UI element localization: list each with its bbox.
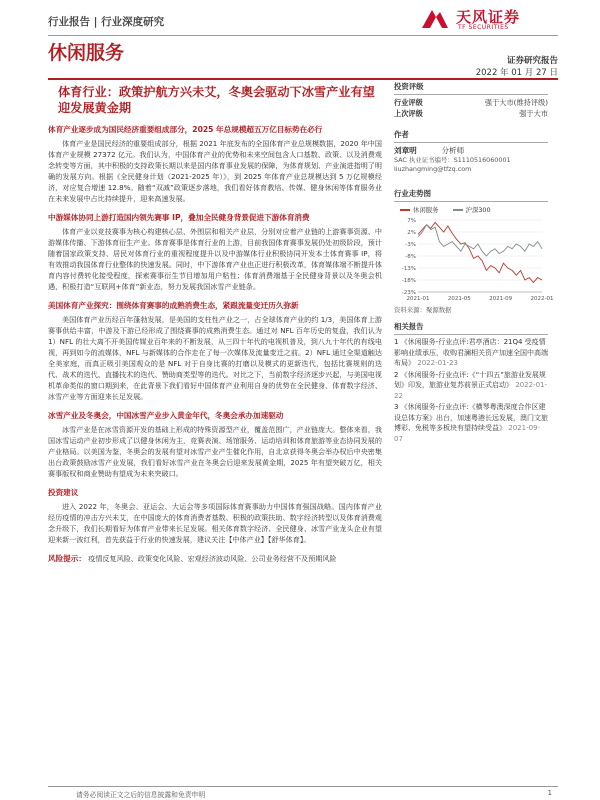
section-heading: 体育产业逐步成为国民经济重要组成部分，2025 年总规模超五万亿目标势在必行 <box>48 125 323 134</box>
analyst-email[interactable]: liuzhangming@tfzq.com <box>394 165 472 173</box>
report-title: 体育行业：政策护航方兴未艾，冬奥会驱动下冰雪产业有望迎发展黄金期 <box>58 85 375 115</box>
section-paragraph: 体育产业是国民经济的重要组成部分，根据 2021 年底发布的全国体育产业总规模数据，2020 年中国体育产业规模 27372 亿元。我们认为，中国体育产业的优势和未来空间包含人口基数、政策、以及消费观念转变等方面，其中积极的支持政策长期以来是国内体育事业发展的保障，为体育规划、产业演进指明了明确的发展方向。根据《全民健身计划（2021-2025 年）》，到 2025 年体育产业总规模达到 5 万亿规模经济，对应复合增速 12.8%。随着“双减”政策逐步落地，我们看好体育教培、传媒、健身休闲等体育服务业在未来发展中占比持续提升，迎来高速发展。 <box>48 139 382 203</box>
y-tick-label: -18% <box>401 278 416 284</box>
section-ice-snow <box>48 410 382 479</box>
section-invest <box>48 487 382 545</box>
author-heading: 作者 <box>394 130 409 139</box>
section-us <box>48 300 382 402</box>
chart-legend <box>400 205 548 214</box>
y-tick-label: -8% <box>405 254 416 260</box>
x-tick-label: 2021-09 <box>489 296 513 302</box>
industry-trend-chart <box>394 214 554 306</box>
sidebar-divider <box>394 94 548 95</box>
section-risk <box>48 553 382 564</box>
related-report-title[interactable]: 2 《休闲服务-行业点评:《“十四五”旅游业发展规划》印发，旅游业复苏前景正式启动》 <box>394 370 546 389</box>
section-heading: 冰雪产业及冬奥会，中国冰雪产业步入黄金年代，冬奥会承办加速驱动 <box>48 411 284 420</box>
section-paragraph: 冰雪产业是在冰雪资源开发的基础上形成的特殊资源型产业，覆盖范围广，产业链庞大。整体来看，我国冰雪运动产业初步形成了以健身休闲为主，竞赛表演、场馆服务、运动培训和体育旅游等业态协同发展的产业格局。以美国为鉴，冬奥会的发展有望对冰雪产业产生催化作用，自北京获得冬奥会举办权后中央密集出台政策鼓励冰雪产业发展，我们看好冰雪产业在冬奥会后迎来发展黄金期，2025 年有望突破万亿，相关赛事版权和商业赞助有望成为未来突破口。 <box>48 425 382 478</box>
sector-name: 休闲服务 <box>48 42 125 64</box>
tf-securities-logo <box>418 4 558 36</box>
y-tick-label: -23% <box>401 290 416 296</box>
prev-rating-row <box>394 108 548 119</box>
section-heading: 中游媒体协同上游打造国内领先赛事 IP，叠加全民健身背景促进下游体育消费 <box>48 213 310 222</box>
sidebar <box>394 78 554 444</box>
report-type: 证券研究报告 <box>506 56 558 66</box>
section-paragraph: 美国体育产业历经百年蓬勃发展，是美国的支柱性产业之一，占全球体育产业的约 1/3，美国体育上游赛事供给丰富，中游及下游已经形成了围绕赛事的成熟消费生态。通过对 NFL 百年历史的复盘，我们认为 1）NFL 的壮大离不开美国传媒业百年来的不断发展，从三四十年代的电视机普及，到八九十年代的有线电视，再到如今的流媒体，NFL 与新媒体的合作走在了每一次媒体及流量变迁之前。2）NFL 通过全渠道触达全美家庭，而真正吸引美国观众的是 NFL 对于自身比赛的打磨以及模式的更新迭代，包括比赛规则的迭代、战术的迭代、直播技术的迭代、赞助商类型等的迭代。对比之下，当前数字经济逐步兴起，与美国电视机革命类似的窗口期到来，在此背景下我们看好中国体育产业利用自身的优势在全民健身、体育数字经济、冰雪产业等方面迎来长足发展。 <box>48 315 382 401</box>
trend-chart-svg <box>394 214 554 306</box>
sidebar-divider <box>394 142 548 143</box>
risk-heading: 风险提示： <box>48 554 86 563</box>
report-category-tag: 行业报告 | 行业深度研究 <box>48 16 165 28</box>
analyst-role: 分析师 <box>441 146 465 155</box>
related-report-date: 2022-01-22 <box>394 381 548 400</box>
related-report-title[interactable]: 1 《休闲服务-行业点评:君亭酒店：21Q4 受疫情影响业绩承压，收购君澜相关资产加速全国中高端布局》 <box>394 338 548 367</box>
rating-heading: 投资评级 <box>394 82 424 91</box>
legend-swatch <box>453 209 463 211</box>
legend-swatch <box>400 209 410 211</box>
analyst-name: 刘章明 <box>394 146 417 155</box>
tf-logo-icon <box>418 4 452 34</box>
section-heading: 投资建议 <box>48 488 79 497</box>
disclaimer-note: 请务必阅读正文之后的信息披露和免责申明 <box>76 791 206 799</box>
related-report-item[interactable] <box>394 370 548 402</box>
related-report-date: 2022-01-23 <box>417 359 458 367</box>
prev-rating-value: 强于大市 <box>519 109 548 118</box>
legend-label: 休闲服务 <box>413 206 439 214</box>
y-tick-label: 7% <box>407 218 416 224</box>
logo-text-cn: 天风证券 <box>456 8 521 26</box>
series-line-1 <box>418 225 542 256</box>
chart-heading: 行业走势图 <box>394 189 431 198</box>
related-report-item[interactable] <box>394 402 548 444</box>
footer-divider <box>48 786 558 787</box>
x-tick-label: 2022-01 <box>530 296 554 302</box>
related-heading: 相关报告 <box>394 322 424 331</box>
section-paragraph: 进入 2022 年，冬奥会、亚运会、大运会等多项国际体育赛事助力中国体育强国战略。国内体育产业经历疫情的冲击方兴未艾，在中国庞大的体育消费者基数、积极的政策扶助、数字经济转型以及体育消费观念升级下，我们长期看好为体育产业带来长足发展。相关体育数字经济、全民健身、冰雪产业龙头企业有望迎来新一波红利，首先获益于行业的快速发展，建议关注【中体产业】【舒华体育】。 <box>48 502 382 544</box>
x-tick-label: 2021-01 <box>406 296 430 302</box>
risk-text: 疫情反复风险、政策变化风险、宏观经济波动风险、公司业务经营不及预期风险 <box>88 554 337 563</box>
analyst <box>394 145 548 156</box>
analyst-cert: SAC 执业证书编号：S1110516060001 <box>394 156 511 164</box>
section-paragraph: 体育产业以竞技赛事为核心构建核心层、外围层和相关产业层，分别对应着产业链的上游赛事资源、中游媒体传播、下游体育衍生产业。体育赛事是体育行业的上游，目前我国体育赛事发展仍处初级阶段，预计随着国家政策支持、居民对体育行业的重视程度提升以及中游媒体行业积极协同开发本土体育赛事 IP，将有效推动我国体育行业整体的快速发展。同时，中下游体育产业也正进行积极改革，体育媒体端不断提升体育内容付费转化接受程度，探索赛事衍生节目增加用户粘性；体育消费端基于全民健身背景以及冬奥会机遇，积极打造“互联网+体育”新业态，努力发展我国冰雪产业链条。 <box>48 227 382 291</box>
header-divider <box>48 35 558 36</box>
prev-rating-label: 上次评级 <box>394 109 423 118</box>
y-tick-label: 2% <box>407 230 416 236</box>
report-body <box>48 124 382 564</box>
section-heading: 美国体育产业探究：围绕体育赛事的成熟消费生态，紧跟流量变迁历久弥新 <box>48 301 299 310</box>
report-date: 2022 年 01 月 27 日 <box>475 68 558 78</box>
related-report-date: 2021-09-07 <box>394 424 541 443</box>
related-report-item[interactable] <box>394 337 548 369</box>
rating-label: 行业评级 <box>394 98 423 107</box>
related-report-title[interactable]: 3 《休闲服务-行业点评:《横琴粤澳深度合作区建设总体方案》出台，加速粤港长远发展，澳门文旅博彩、免税等多板块有望持续受益》 <box>394 403 548 432</box>
sidebar-divider <box>394 201 548 202</box>
y-tick-label: -13% <box>401 266 416 272</box>
page-number: 1 <box>547 789 552 797</box>
section-scale <box>48 124 382 204</box>
chart-source: 资料来源：聚源数据 <box>394 306 452 314</box>
sidebar-divider <box>394 334 548 335</box>
legend-item-0 <box>400 205 439 214</box>
y-tick-label: -3% <box>405 242 416 248</box>
industry-rating-row <box>394 97 548 108</box>
logo-text-en: TF SECURITIES <box>458 24 509 31</box>
rating-value: 强于大市(维持评级) <box>484 98 548 107</box>
x-tick-label: 2021-05 <box>447 296 471 302</box>
legend-item-1 <box>453 205 491 214</box>
legend-label: 沪深300 <box>465 206 491 214</box>
section-chain <box>48 212 382 292</box>
